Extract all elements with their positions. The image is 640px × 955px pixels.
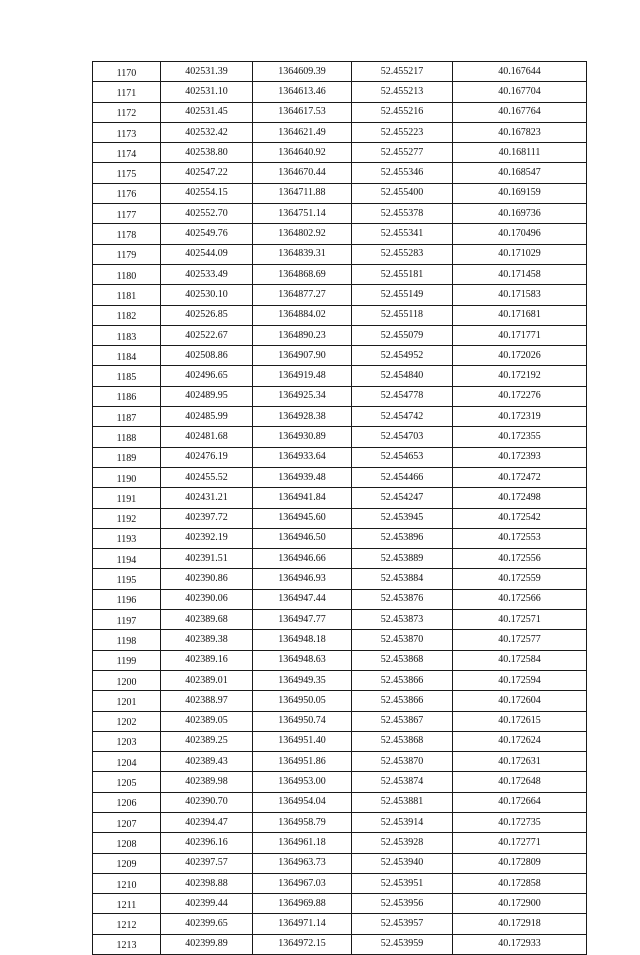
longitude-cell: 40.172809: [453, 853, 587, 873]
x-coordinate-cell: 402390.06: [161, 589, 253, 609]
table-row: [93, 650, 587, 670]
table-row: [93, 82, 587, 102]
latitude-cell: 52.455341: [352, 224, 453, 244]
latitude-cell: 52.453940: [352, 853, 453, 873]
y-coordinate-cell: 1364751.14: [253, 204, 352, 224]
longitude-cell: 40.172556: [453, 549, 587, 569]
x-coordinate-cell: 402396.16: [161, 833, 253, 853]
point-number-cell: 1192: [93, 508, 161, 528]
latitude-cell: 52.455378: [352, 204, 453, 224]
longitude-cell: 40.172584: [453, 650, 587, 670]
x-coordinate-cell: 402389.05: [161, 711, 253, 731]
y-coordinate-cell: 1364884.02: [253, 305, 352, 325]
table-row: [93, 549, 587, 569]
table-row: [93, 569, 587, 589]
table-row: [93, 934, 587, 954]
x-coordinate-cell: 402389.01: [161, 670, 253, 690]
longitude-cell: 40.172900: [453, 894, 587, 914]
point-number-cell: 1189: [93, 447, 161, 467]
table-row: [93, 528, 587, 548]
latitude-cell: 52.454466: [352, 467, 453, 487]
y-coordinate-cell: 1364617.53: [253, 102, 352, 122]
table-row: [93, 812, 587, 832]
y-coordinate-cell: 1364958.79: [253, 812, 352, 832]
longitude-cell: 40.172026: [453, 346, 587, 366]
y-coordinate-cell: 1364951.40: [253, 731, 352, 751]
x-coordinate-cell: 402389.68: [161, 610, 253, 630]
y-coordinate-cell: 1364928.38: [253, 407, 352, 427]
latitude-cell: 52.453914: [352, 812, 453, 832]
y-coordinate-cell: 1364948.18: [253, 630, 352, 650]
y-coordinate-cell: 1364613.46: [253, 82, 352, 102]
point-number-cell: 1171: [93, 82, 161, 102]
longitude-cell: 40.172933: [453, 934, 587, 954]
latitude-cell: 52.453928: [352, 833, 453, 853]
table-row: [93, 894, 587, 914]
latitude-cell: 52.453866: [352, 691, 453, 711]
table-row: [93, 264, 587, 284]
y-coordinate-cell: 1364670.44: [253, 163, 352, 183]
latitude-cell: 52.455346: [352, 163, 453, 183]
y-coordinate-cell: 1364939.48: [253, 467, 352, 487]
table-body: [93, 62, 587, 955]
y-coordinate-cell: 1364963.73: [253, 853, 352, 873]
table-row: [93, 914, 587, 934]
y-coordinate-cell: 1364946.66: [253, 549, 352, 569]
table-row: [93, 366, 587, 386]
latitude-cell: 52.453881: [352, 792, 453, 812]
latitude-cell: 52.453867: [352, 711, 453, 731]
point-number-cell: 1177: [93, 204, 161, 224]
table-row: [93, 163, 587, 183]
point-number-cell: 1212: [93, 914, 161, 934]
x-coordinate-cell: 402399.65: [161, 914, 253, 934]
point-number-cell: 1200: [93, 670, 161, 690]
y-coordinate-cell: 1364868.69: [253, 264, 352, 284]
y-coordinate-cell: 1364950.05: [253, 691, 352, 711]
table-row: [93, 488, 587, 508]
latitude-cell: 52.453889: [352, 549, 453, 569]
point-number-cell: 1207: [93, 812, 161, 832]
longitude-cell: 40.172918: [453, 914, 587, 934]
longitude-cell: 40.171771: [453, 325, 587, 345]
longitude-cell: 40.172553: [453, 528, 587, 548]
point-number-cell: 1197: [93, 610, 161, 630]
y-coordinate-cell: 1364949.35: [253, 670, 352, 690]
x-coordinate-cell: 402476.19: [161, 447, 253, 467]
point-number-cell: 1204: [93, 752, 161, 772]
x-coordinate-cell: 402526.85: [161, 305, 253, 325]
y-coordinate-cell: 1364907.90: [253, 346, 352, 366]
latitude-cell: 52.455277: [352, 143, 453, 163]
point-number-cell: 1185: [93, 366, 161, 386]
x-coordinate-cell: 402389.25: [161, 731, 253, 751]
x-coordinate-cell: 402522.67: [161, 325, 253, 345]
point-number-cell: 1196: [93, 589, 161, 609]
x-coordinate-cell: 402481.68: [161, 427, 253, 447]
y-coordinate-cell: 1364971.14: [253, 914, 352, 934]
y-coordinate-cell: 1364802.92: [253, 224, 352, 244]
point-number-cell: 1187: [93, 407, 161, 427]
longitude-cell: 40.167764: [453, 102, 587, 122]
latitude-cell: 52.453884: [352, 569, 453, 589]
x-coordinate-cell: 402489.95: [161, 386, 253, 406]
table-row: [93, 122, 587, 142]
y-coordinate-cell: 1364877.27: [253, 285, 352, 305]
latitude-cell: 52.453870: [352, 752, 453, 772]
latitude-cell: 52.455217: [352, 62, 453, 82]
y-coordinate-cell: 1364925.34: [253, 386, 352, 406]
y-coordinate-cell: 1364954.04: [253, 792, 352, 812]
y-coordinate-cell: 1364945.60: [253, 508, 352, 528]
longitude-cell: 40.172542: [453, 508, 587, 528]
longitude-cell: 40.172858: [453, 873, 587, 893]
x-coordinate-cell: 402390.86: [161, 569, 253, 589]
x-coordinate-cell: 402391.51: [161, 549, 253, 569]
table-row: [93, 244, 587, 264]
latitude-cell: 52.453896: [352, 528, 453, 548]
longitude-cell: 40.172498: [453, 488, 587, 508]
latitude-cell: 52.453874: [352, 772, 453, 792]
latitude-cell: 52.455181: [352, 264, 453, 284]
longitude-cell: 40.172604: [453, 691, 587, 711]
latitude-cell: 52.453956: [352, 894, 453, 914]
y-coordinate-cell: 1364930.89: [253, 427, 352, 447]
point-number-cell: 1178: [93, 224, 161, 244]
latitude-cell: 52.455400: [352, 183, 453, 203]
point-number-cell: 1201: [93, 691, 161, 711]
latitude-cell: 52.454703: [352, 427, 453, 447]
x-coordinate-cell: 402392.19: [161, 528, 253, 548]
y-coordinate-cell: 1364948.63: [253, 650, 352, 670]
table-row: [93, 731, 587, 751]
latitude-cell: 52.453873: [352, 610, 453, 630]
x-coordinate-cell: 402530.10: [161, 285, 253, 305]
point-number-cell: 1193: [93, 528, 161, 548]
x-coordinate-cell: 402531.39: [161, 62, 253, 82]
table-row: [93, 772, 587, 792]
x-coordinate-cell: 402533.49: [161, 264, 253, 284]
table-row: [93, 102, 587, 122]
table-row: [93, 752, 587, 772]
point-number-cell: 1213: [93, 934, 161, 954]
table-row: [93, 224, 587, 244]
y-coordinate-cell: 1364609.39: [253, 62, 352, 82]
latitude-cell: 52.455118: [352, 305, 453, 325]
point-number-cell: 1199: [93, 650, 161, 670]
y-coordinate-cell: 1364950.74: [253, 711, 352, 731]
y-coordinate-cell: 1364947.44: [253, 589, 352, 609]
x-coordinate-cell: 402394.47: [161, 812, 253, 832]
point-number-cell: 1210: [93, 873, 161, 893]
longitude-cell: 40.172735: [453, 812, 587, 832]
point-number-cell: 1203: [93, 731, 161, 751]
table-row: [93, 305, 587, 325]
y-coordinate-cell: 1364839.31: [253, 244, 352, 264]
table-row: [93, 508, 587, 528]
point-number-cell: 1179: [93, 244, 161, 264]
longitude-cell: 40.171681: [453, 305, 587, 325]
point-number-cell: 1180: [93, 264, 161, 284]
latitude-cell: 52.454952: [352, 346, 453, 366]
longitude-cell: 40.172771: [453, 833, 587, 853]
latitude-cell: 52.455216: [352, 102, 453, 122]
y-coordinate-cell: 1364961.18: [253, 833, 352, 853]
latitude-cell: 52.454653: [352, 447, 453, 467]
point-number-cell: 1202: [93, 711, 161, 731]
x-coordinate-cell: 402398.88: [161, 873, 253, 893]
table-row: [93, 873, 587, 893]
longitude-cell: 40.172631: [453, 752, 587, 772]
latitude-cell: 52.455149: [352, 285, 453, 305]
latitude-cell: 52.453868: [352, 731, 453, 751]
point-number-cell: 1183: [93, 325, 161, 345]
latitude-cell: 52.454742: [352, 407, 453, 427]
x-coordinate-cell: 402431.21: [161, 488, 253, 508]
table-row: [93, 204, 587, 224]
x-coordinate-cell: 402399.89: [161, 934, 253, 954]
point-number-cell: 1198: [93, 630, 161, 650]
longitude-cell: 40.172393: [453, 447, 587, 467]
point-number-cell: 1209: [93, 853, 161, 873]
longitude-cell: 40.172355: [453, 427, 587, 447]
y-coordinate-cell: 1364969.88: [253, 894, 352, 914]
point-number-cell: 1195: [93, 569, 161, 589]
point-number-cell: 1170: [93, 62, 161, 82]
x-coordinate-cell: 402485.99: [161, 407, 253, 427]
longitude-cell: 40.170496: [453, 224, 587, 244]
x-coordinate-cell: 402531.45: [161, 102, 253, 122]
point-number-cell: 1172: [93, 102, 161, 122]
point-number-cell: 1182: [93, 305, 161, 325]
y-coordinate-cell: 1364946.50: [253, 528, 352, 548]
y-coordinate-cell: 1364919.48: [253, 366, 352, 386]
table-row: [93, 792, 587, 812]
x-coordinate-cell: 402455.52: [161, 467, 253, 487]
table-row: [93, 711, 587, 731]
longitude-cell: 40.172577: [453, 630, 587, 650]
longitude-cell: 40.169736: [453, 204, 587, 224]
x-coordinate-cell: 402547.22: [161, 163, 253, 183]
longitude-cell: 40.169159: [453, 183, 587, 203]
table-row: [93, 630, 587, 650]
longitude-cell: 40.167823: [453, 122, 587, 142]
table-row: [93, 853, 587, 873]
longitude-cell: 40.172615: [453, 711, 587, 731]
latitude-cell: 52.453866: [352, 670, 453, 690]
latitude-cell: 52.454840: [352, 366, 453, 386]
longitude-cell: 40.172319: [453, 407, 587, 427]
table-row: [93, 325, 587, 345]
latitude-cell: 52.453870: [352, 630, 453, 650]
longitude-cell: 40.168111: [453, 143, 587, 163]
latitude-cell: 52.455223: [352, 122, 453, 142]
y-coordinate-cell: 1364946.93: [253, 569, 352, 589]
longitude-cell: 40.171029: [453, 244, 587, 264]
table-row: [93, 670, 587, 690]
x-coordinate-cell: 402397.72: [161, 508, 253, 528]
x-coordinate-cell: 402399.44: [161, 894, 253, 914]
longitude-cell: 40.172571: [453, 610, 587, 630]
longitude-cell: 40.168547: [453, 163, 587, 183]
point-number-cell: 1173: [93, 122, 161, 142]
x-coordinate-cell: 402508.86: [161, 346, 253, 366]
y-coordinate-cell: 1364967.03: [253, 873, 352, 893]
x-coordinate-cell: 402388.97: [161, 691, 253, 711]
coordinates-table: [92, 61, 587, 955]
x-coordinate-cell: 402389.16: [161, 650, 253, 670]
longitude-cell: 40.171458: [453, 264, 587, 284]
latitude-cell: 52.455079: [352, 325, 453, 345]
latitude-cell: 52.454778: [352, 386, 453, 406]
table-row: [93, 62, 587, 82]
longitude-cell: 40.172624: [453, 731, 587, 751]
latitude-cell: 52.453957: [352, 914, 453, 934]
point-number-cell: 1181: [93, 285, 161, 305]
x-coordinate-cell: 402389.38: [161, 630, 253, 650]
x-coordinate-cell: 402531.10: [161, 82, 253, 102]
latitude-cell: 52.454247: [352, 488, 453, 508]
table-row: [93, 427, 587, 447]
y-coordinate-cell: 1364890.23: [253, 325, 352, 345]
point-number-cell: 1211: [93, 894, 161, 914]
table-row: [93, 610, 587, 630]
latitude-cell: 52.453868: [352, 650, 453, 670]
latitude-cell: 52.455213: [352, 82, 453, 102]
longitude-cell: 40.172664: [453, 792, 587, 812]
point-number-cell: 1174: [93, 143, 161, 163]
x-coordinate-cell: 402538.80: [161, 143, 253, 163]
y-coordinate-cell: 1364947.77: [253, 610, 352, 630]
longitude-cell: 40.171583: [453, 285, 587, 305]
longitude-cell: 40.172192: [453, 366, 587, 386]
x-coordinate-cell: 402397.57: [161, 853, 253, 873]
table-row: [93, 346, 587, 366]
table-row: [93, 467, 587, 487]
longitude-cell: 40.172472: [453, 467, 587, 487]
longitude-cell: 40.172594: [453, 670, 587, 690]
table-row: [93, 447, 587, 467]
latitude-cell: 52.453951: [352, 873, 453, 893]
point-number-cell: 1206: [93, 792, 161, 812]
y-coordinate-cell: 1364941.84: [253, 488, 352, 508]
table-row: [93, 285, 587, 305]
longitude-cell: 40.172566: [453, 589, 587, 609]
y-coordinate-cell: 1364972.15: [253, 934, 352, 954]
point-number-cell: 1194: [93, 549, 161, 569]
table-row: [93, 386, 587, 406]
x-coordinate-cell: 402552.70: [161, 204, 253, 224]
point-number-cell: 1175: [93, 163, 161, 183]
point-number-cell: 1184: [93, 346, 161, 366]
table-row: [93, 833, 587, 853]
point-number-cell: 1191: [93, 488, 161, 508]
y-coordinate-cell: 1364640.92: [253, 143, 352, 163]
x-coordinate-cell: 402549.76: [161, 224, 253, 244]
latitude-cell: 52.453876: [352, 589, 453, 609]
longitude-cell: 40.172276: [453, 386, 587, 406]
point-number-cell: 1176: [93, 183, 161, 203]
table-row: [93, 691, 587, 711]
y-coordinate-cell: 1364953.00: [253, 772, 352, 792]
table-row: [93, 143, 587, 163]
point-number-cell: 1190: [93, 467, 161, 487]
x-coordinate-cell: 402532.42: [161, 122, 253, 142]
point-number-cell: 1208: [93, 833, 161, 853]
longitude-cell: 40.167644: [453, 62, 587, 82]
point-number-cell: 1205: [93, 772, 161, 792]
longitude-cell: 40.167704: [453, 82, 587, 102]
x-coordinate-cell: 402554.15: [161, 183, 253, 203]
x-coordinate-cell: 402389.43: [161, 752, 253, 772]
latitude-cell: 52.453959: [352, 934, 453, 954]
table-row: [93, 183, 587, 203]
x-coordinate-cell: 402544.09: [161, 244, 253, 264]
y-coordinate-cell: 1364711.88: [253, 183, 352, 203]
x-coordinate-cell: 402496.65: [161, 366, 253, 386]
table-row: [93, 407, 587, 427]
x-coordinate-cell: 402390.70: [161, 792, 253, 812]
x-coordinate-cell: 402389.98: [161, 772, 253, 792]
y-coordinate-cell: 1364621.49: [253, 122, 352, 142]
longitude-cell: 40.172648: [453, 772, 587, 792]
y-coordinate-cell: 1364933.64: [253, 447, 352, 467]
point-number-cell: 1188: [93, 427, 161, 447]
point-number-cell: 1186: [93, 386, 161, 406]
latitude-cell: 52.455283: [352, 244, 453, 264]
longitude-cell: 40.172559: [453, 569, 587, 589]
table-row: [93, 589, 587, 609]
latitude-cell: 52.453945: [352, 508, 453, 528]
y-coordinate-cell: 1364951.86: [253, 752, 352, 772]
